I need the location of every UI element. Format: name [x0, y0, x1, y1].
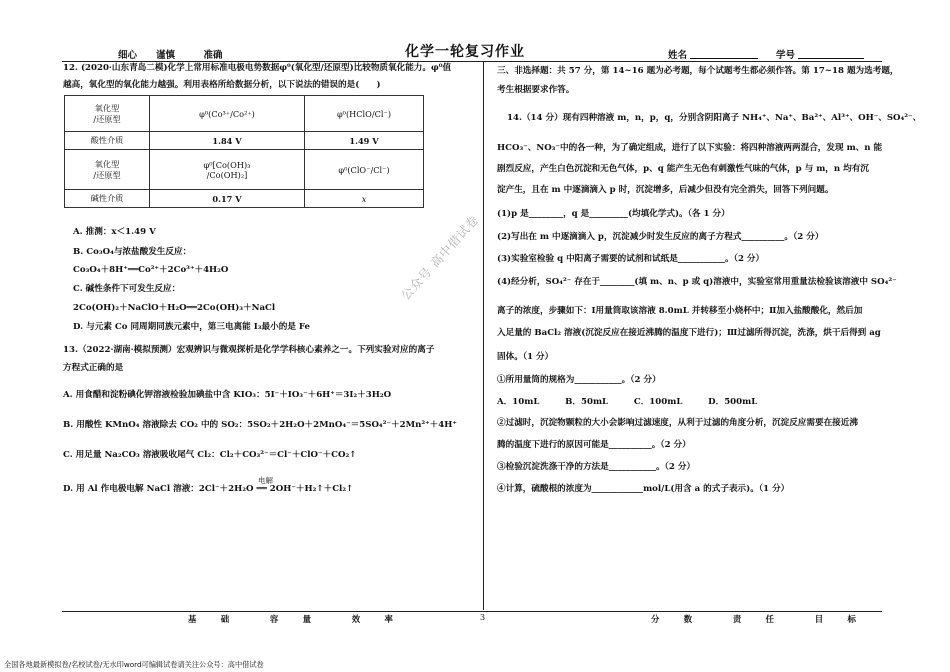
q14-stem-1: 14.（14 分）现有四种溶液 m，n，p，q，分别含阴阳离子 NH₄⁺、Na⁺、Ba²⁺、Al³⁺、OH⁻、SO₄²⁻、 — [507, 113, 922, 123]
q12-stem-2: 越高，氧化型的氧化能力越强。利用表格所给数据分析，以下说法的错误的是( ) — [63, 80, 381, 90]
q12-option-c: C. 碱性条件下可发生反应： — [73, 284, 181, 294]
q14-part-4-3: 入足量的 BaCl₂ 溶液(沉淀反应在接近沸腾的温度下进行)；Ⅲ过滤所得沉淀，洗涤，烘干后得到 ag — [497, 328, 881, 338]
q13-option-a: A. 用食醋和淀粉碘化钾溶液检验加碘盐中含 KIO₃：5I⁻＋IO₃⁻＋6H⁺＝3I₂＋3H₂O — [63, 390, 392, 400]
footer-rule — [62, 611, 882, 612]
q14-part-4-options: A．10mL B．50mL C．100mL D．500mL — [497, 397, 758, 407]
q14-part-4-4: 固体。（1 分） — [497, 352, 554, 362]
q13-stem-1: 13.（2022·湖南·模拟预测）宏观辨识与微观探析是化学学科核心素养之一。下列实验对应的离子 — [63, 345, 435, 355]
table-cell: 碱性介质 — [65, 190, 150, 208]
table-cell: 0.17 V — [150, 190, 305, 208]
column-divider — [483, 62, 484, 610]
bottom-note: 全国各地最新模拟卷/名校试卷/无水印word可编辑试卷请关注公众号：高中借试卷 — [4, 660, 264, 669]
header-motto: 细心 谨慎 准确 — [118, 50, 223, 61]
q14-part-2: (2)写出在 m 中逐滴滴入 p，沉淀减少时发生反应的离子方程式__________。（2 分） — [497, 232, 824, 242]
q14-part-4-d: ④计算，硫酸根的浓度为____________mol/L(用含 a 的式子表示)。（1 分） — [497, 484, 790, 494]
q14-part-4-2: 离子的浓度，步骤如下：Ⅰ用量筒取该溶液 8.0mL 并转移至小烧杯中；Ⅱ加入盐酸酸化，然后加 — [497, 306, 863, 316]
table-cell: φ⁰(ClO⁻/Cl⁻) — [305, 150, 424, 190]
watermark: 公众号 高中借试卷 — [398, 212, 482, 303]
table-cell: φ⁰[Co(OH)₃ /Co(OH)₂] — [150, 150, 305, 190]
q14-part-1: (1)p 是________，q 是_________(均填化学式)。（各 1 分） — [497, 209, 730, 219]
table-cell: φ⁰(HClO/Cl⁻) — [305, 96, 424, 132]
id-field[interactable] — [798, 58, 864, 59]
table-cell: 酸性介质 — [65, 132, 150, 150]
q14-part-4-a: ①所用量筒的规格为___________。（2 分） — [497, 375, 661, 385]
name-label: 姓名 — [668, 50, 688, 61]
footer-right-motto: 分 数 责 任 目 标 — [651, 614, 864, 624]
header-rule — [62, 61, 882, 62]
id-label: 学号 — [776, 50, 796, 61]
q14-part-4-b-2: 腾的温度下进行的原因可能是__________。（2 分） — [497, 440, 691, 450]
q13-option-b: B. 用酸性 KMnO₄ 溶液除去 CO₂ 中的 SO₂：5SO₂＋2H₂O＋2MnO₄⁻＝5SO₄²⁻＋2Mn²⁺＋4H⁺ — [63, 420, 457, 430]
table-cell: 1.84 V — [150, 132, 305, 150]
table-cell: φ⁰(Co³⁺/Co²⁺) — [150, 96, 305, 132]
q12-option-b: B. Co₃O₄与浓盐酸发生反应： — [73, 247, 192, 257]
q13-option-d: D. 用 Al 作电极电解 NaCl 溶液：2Cl⁻＋2H₂O ══ 2OH⁻＋H₂↑＋Cl₂↑ — [63, 484, 354, 494]
q12-option-d: D. 与元素 Co 同周期同族元素中，第三电离能 I₃最小的是 Fe — [73, 322, 311, 332]
q13-stem-2: 方程式正确的是 — [63, 363, 124, 373]
table-cell: 氧化型 /还原型 — [65, 150, 150, 190]
potential-table — [64, 95, 424, 208]
q14-part-4-1: (4)经分析，SO₄²⁻ 存在于________(填 m、n、p 或 q)溶液中，实验室常用重量法检验该溶液中 SO₄²⁻ — [497, 277, 897, 287]
table-cell: 氧化型 /还原型 — [65, 96, 150, 132]
name-field[interactable] — [690, 58, 758, 59]
electrolysis-condition: 电解 — [258, 476, 273, 485]
q14-part-3: (3)实验室检验 q 中阳离子需要的试剂和试纸是___________。（2 分） — [497, 254, 765, 264]
q14-stem-2: HCO₃⁻、NO₃⁻中的各一种，为了确定组成，进行了以下实验：将四种溶液两两混合，发现 m、n 能 — [497, 143, 883, 153]
q14-part-4-b-1: ②过滤时，沉淀物颗粒的大小会影响过滤速度，从利于过滤的角度分析，沉淀反应需要在接近沸 — [497, 418, 858, 428]
page-title: 化学一轮复习作业 — [405, 44, 525, 60]
section-3-heading-2: 考生根据要求作答。 — [497, 85, 575, 95]
q14-stem-3: 剧烈反应，产生白色沉淀和无色气体，p、q 能产生无色有刺激性气味的气体，p 与 m，n 均有沉 — [497, 164, 869, 174]
q13-option-c: C. 用足量 Na₂CO₃ 溶液吸收尾气 Cl₂：Cl₂＋CO₃²⁻＝Cl⁻＋ClO⁻＋CO₂↑ — [63, 450, 357, 460]
q14-part-4-c: ③检验沉淀洗涤干净的方法是___________。（2 分） — [497, 462, 696, 472]
page-number: 3 — [480, 613, 486, 622]
footer-left-motto: 基 础 容 量 效 率 — [188, 614, 401, 624]
q12-stem-1: 12. (2020·山东青岛二模)化学上常用标准电极电势数据φ⁰(氧化型/还原型)比较物质氧化能力。φ⁰值 — [63, 63, 452, 73]
q14-stem-4: 淀产生，且在 m 中逐滴滴入 p 时，沉淀增多，后减少但没有完全消失，回答下列问题。 — [497, 185, 834, 195]
section-3-heading-1: 三、非选择题：共 57 分，第 14~16 题为必考题，每个试题考生都必须作答。第 17~18 题为选考题， — [497, 66, 899, 76]
table-cell: x — [305, 190, 424, 208]
q12-option-b-equation: Co₃O₄＋8H⁺══Co²⁺＋2Co³⁺＋4H₂O — [73, 265, 229, 275]
q12-option-c-equation: 2Co(OH)₂＋NaClO＋H₂O══2Co(OH)₃＋NaCl — [73, 303, 276, 313]
table-cell: 1.49 V — [305, 132, 424, 150]
q12-option-a: A. 推测：x＜1.49 V — [73, 227, 156, 237]
